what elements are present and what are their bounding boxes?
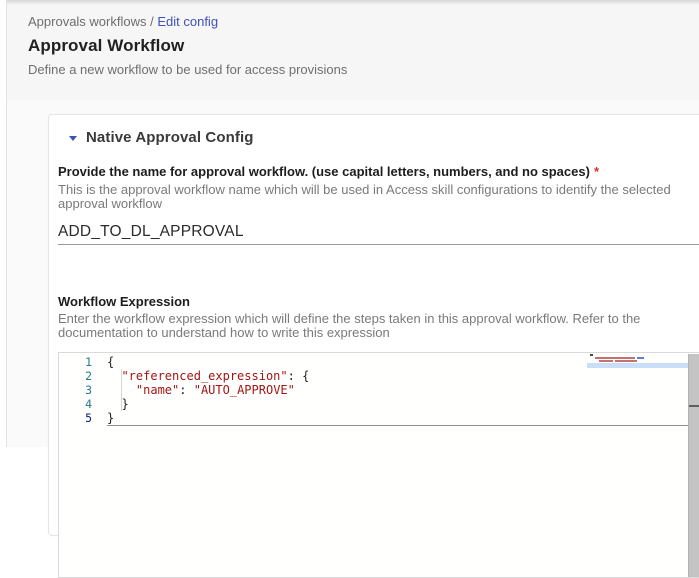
line-number: 4: [85, 397, 92, 411]
section-title: Native Approval Config: [86, 129, 254, 146]
code-editor[interactable]: [58, 352, 699, 578]
section-header-native-approval-config[interactable]: [65, 129, 254, 146]
breadcrumb-parent-link[interactable]: Approvals workflows /: [28, 14, 154, 29]
code-line[interactable]: "referenced_expression": {: [121, 369, 310, 383]
page-header: [7, 0, 699, 100]
code-line[interactable]: {: [107, 355, 115, 369]
editor-gutter: [59, 355, 107, 425]
minimap-line-mark: [599, 360, 613, 362]
minimap-line-mark: [595, 357, 635, 359]
code-line[interactable]: }: [107, 411, 115, 425]
minimap-line-mark: [615, 360, 637, 362]
line-number: 3: [85, 383, 92, 397]
current-line-highlight: [107, 411, 689, 426]
workflow-name-input[interactable]: ADD_TO_DL_APPROVAL: [58, 223, 244, 240]
minimap-line-mark: [637, 357, 644, 359]
line-number: 1: [85, 355, 92, 369]
line-number: 5: [85, 411, 92, 425]
code-line[interactable]: "name": "AUTO_APPROVE": [135, 383, 295, 397]
editor-scrollbar[interactable]: [688, 354, 699, 577]
breadcrumb: [28, 14, 218, 29]
caret-down-icon[interactable]: [69, 136, 77, 141]
workflow-expression-label: Workflow Expression: [58, 294, 190, 309]
line-number: 2: [85, 369, 92, 383]
required-asterisk: *: [593, 164, 599, 179]
workflow-expression-help-text: Enter the workflow expression which will define the steps taken in this approval workflow. Refer to the documentation to understand how to write this expression: [58, 311, 641, 340]
workflow-name-input-underline[interactable]: [58, 244, 699, 245]
workflow-name-label: Provide the name for approval workflow. (use capital letters, numbers, and no spaces) *: [58, 164, 599, 179]
approval-config-card: [48, 114, 699, 536]
window-left-border: [0, 0, 7, 447]
minimap-line-mark: [590, 354, 593, 356]
page-title: Approval Workflow: [28, 36, 185, 55]
code-line[interactable]: }: [107, 397, 129, 411]
page-subtitle: Define a new workflow to be used for access provisions: [28, 62, 348, 77]
minimap-slider[interactable]: [587, 363, 689, 368]
overview-ruler-cursor-marker: [689, 405, 699, 407]
workflow-name-help-text: This is the approval workflow name which will be used in Access skill configurations to identify the selected approval workflow: [58, 182, 671, 211]
main-content: [7, 100, 699, 447]
breadcrumb-current-link[interactable]: Edit config: [157, 14, 219, 29]
